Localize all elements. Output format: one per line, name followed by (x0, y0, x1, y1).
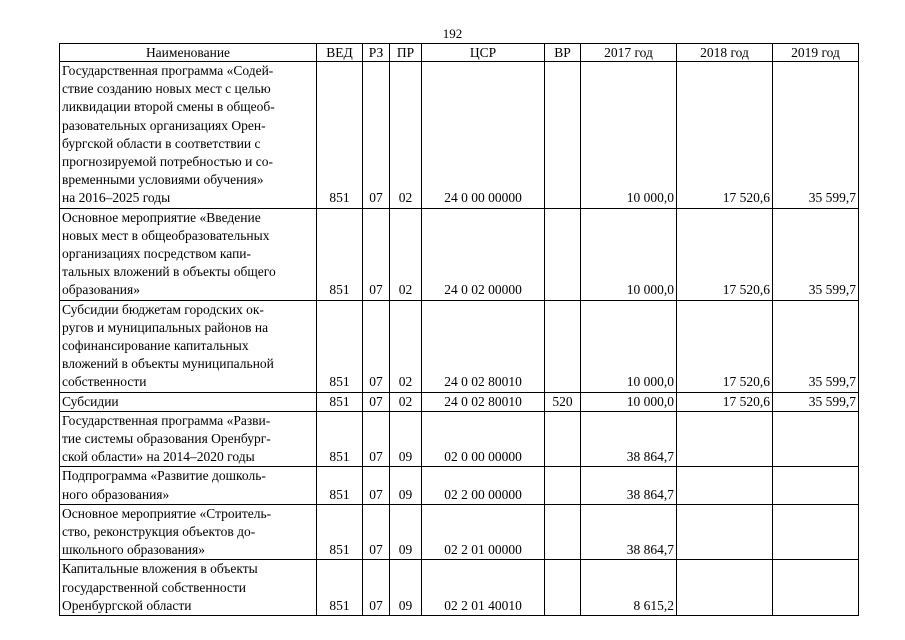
row-pr: 09 (390, 411, 422, 467)
row-ved: 851 (317, 300, 363, 392)
row-name: Субсидии (60, 392, 317, 411)
row-ved: 851 (317, 560, 363, 616)
header-csr: ЦСР (422, 44, 545, 62)
row-2017: 10 000,0 (581, 62, 677, 209)
header-name: Наименование (60, 44, 317, 62)
page-number: 192 (442, 26, 463, 41)
row-csr: 24 0 02 00000 (422, 208, 545, 300)
row-name: Субсидии бюджетам городских ок- ругов и муниципальных районов на софинансирование капитальных вложений в объекты муниципальной собственности (60, 300, 317, 392)
table-row (60, 411, 859, 467)
row-2018: 17 520,6 (677, 62, 773, 209)
row-2019: 35 599,7 (773, 62, 859, 209)
row-name: Подпрограмма «Развитие дошколь- ного образования» (60, 467, 317, 504)
header-row (60, 44, 859, 62)
row-pr: 02 (390, 392, 422, 411)
row-2018: 17 520,6 (677, 300, 773, 392)
row-2019 (773, 560, 859, 616)
row-name: Государственная программа «Содей- ствие созданию новых мест с целью ликвидации второй смены в общеоб- разовательных организациях Орен- бургской области в соответствии с прогнозируемой потребностью и со- временными условиями обучения» на 2016–2025 годы (60, 62, 317, 209)
row-rz: 07 (363, 392, 390, 411)
row-2017: 38 864,7 (581, 467, 677, 504)
header-rz: РЗ (363, 44, 390, 62)
row-rz: 07 (363, 208, 390, 300)
header-pr: ПР (390, 44, 422, 62)
table-row (60, 392, 859, 411)
row-pr: 02 (390, 62, 422, 209)
row-csr: 24 0 02 80010 (422, 392, 545, 411)
header-vr: ВР (545, 44, 581, 62)
row-csr: 24 0 00 00000 (422, 62, 545, 209)
row-2019: 35 599,7 (773, 300, 859, 392)
row-2018 (677, 560, 773, 616)
row-name: Основное мероприятие «Строитель- ство, реконструкция объектов до- школьного образования» (60, 504, 317, 560)
row-name: Государственная программа «Разви- тие системы образования Оренбург- ской области» на 2014–2020 годы (60, 411, 317, 467)
table-row (60, 560, 859, 616)
row-vr (545, 467, 581, 504)
row-rz: 07 (363, 560, 390, 616)
row-ved: 851 (317, 208, 363, 300)
row-ved: 851 (317, 411, 363, 467)
row-vr (545, 560, 581, 616)
table-row (60, 504, 859, 560)
row-2018 (677, 467, 773, 504)
row-2017: 10 000,0 (581, 208, 677, 300)
row-csr: 02 2 00 00000 (422, 467, 545, 504)
table-row (60, 208, 859, 300)
header-ved: ВЕД (317, 44, 363, 62)
row-vr (545, 411, 581, 467)
row-2019 (773, 504, 859, 560)
row-rz: 07 (363, 467, 390, 504)
header-2018: 2018 год (677, 44, 773, 62)
row-pr: 09 (390, 560, 422, 616)
row-vr (545, 504, 581, 560)
row-2019 (773, 411, 859, 467)
budget-table (59, 43, 859, 616)
row-csr: 02 0 00 00000 (422, 411, 545, 467)
row-ved: 851 (317, 62, 363, 209)
row-pr: 09 (390, 504, 422, 560)
row-vr (545, 62, 581, 209)
row-csr: 02 2 01 40010 (422, 560, 545, 616)
row-rz: 07 (363, 300, 390, 392)
table-row (60, 62, 859, 209)
row-ved: 851 (317, 467, 363, 504)
header-2019: 2019 год (773, 44, 859, 62)
row-2017: 38 864,7 (581, 504, 677, 560)
row-pr: 09 (390, 467, 422, 504)
row-vr: 520 (545, 392, 581, 411)
row-2017: 10 000,0 (581, 392, 677, 411)
row-2018 (677, 411, 773, 467)
row-vr (545, 300, 581, 392)
row-rz: 07 (363, 504, 390, 560)
row-2017: 10 000,0 (581, 300, 677, 392)
row-csr: 02 2 01 00000 (422, 504, 545, 560)
row-csr: 24 0 02 80010 (422, 300, 545, 392)
row-rz: 07 (363, 411, 390, 467)
row-rz: 07 (363, 62, 390, 209)
row-2018: 17 520,6 (677, 208, 773, 300)
row-name: Капитальные вложения в объекты государственной собственности Оренбургской области (60, 560, 317, 616)
row-ved: 851 (317, 392, 363, 411)
row-2019: 35 599,7 (773, 392, 859, 411)
row-pr: 02 (390, 208, 422, 300)
row-2018 (677, 504, 773, 560)
table-row (60, 300, 859, 392)
row-name: Основное мероприятие «Введение новых мест в общеобразовательных организациях посредством капи- тальных вложений в объекты общего образования» (60, 208, 317, 300)
row-2017: 8 615,2 (581, 560, 677, 616)
row-2019 (773, 467, 859, 504)
header-2017: 2017 год (581, 44, 677, 62)
row-2019: 35 599,7 (773, 208, 859, 300)
row-vr (545, 208, 581, 300)
row-pr: 02 (390, 300, 422, 392)
row-2017: 38 864,7 (581, 411, 677, 467)
row-ved: 851 (317, 504, 363, 560)
table-row (60, 467, 859, 504)
row-2018: 17 520,6 (677, 392, 773, 411)
